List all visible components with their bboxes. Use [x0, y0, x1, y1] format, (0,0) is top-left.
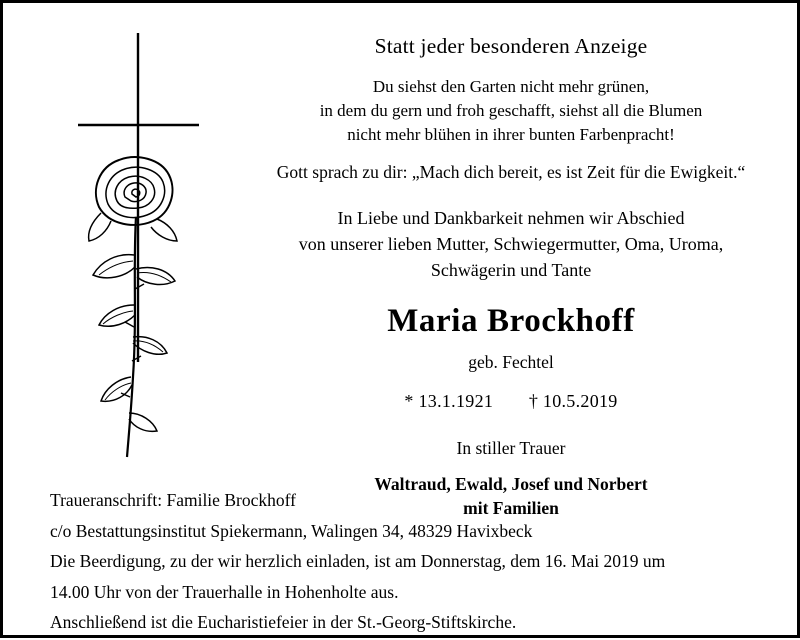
survivors-line: mit Familien	[463, 497, 559, 518]
notice-text-column	[251, 33, 771, 520]
rose-icon	[89, 157, 177, 457]
verse-closing-line: Gott sprach zu dir: „Mach dich bereit, es ist Zeit für die Ewigkeit.“	[276, 162, 746, 183]
verse-line: in dem du gern und froh geschafft, siehst all die Blumen	[319, 101, 703, 120]
verse	[251, 75, 771, 147]
birth-date: * 13.1.1921	[404, 391, 494, 412]
life-dates	[251, 391, 771, 412]
mourning-label: In stiller Trauer	[456, 438, 566, 459]
headline: Statt jeder besonderen Anzeige	[374, 34, 648, 58]
verse-line: nicht mehr blühen in ihrer bunten Farbenpracht!	[347, 125, 675, 145]
survivors-line: Waltraud, Ewald, Josef und Norbert	[374, 474, 648, 495]
dedication-line: Schwägerin und Tante	[430, 259, 592, 280]
mourning-address: Traueranschrift: Familie Brockhoff	[50, 490, 296, 510]
deceased-name: Maria Brockhoff	[387, 303, 635, 340]
mass-info-line: Anschließend ist die Eucharistiefeier in der St.-Georg-Stiftskirche.	[50, 612, 517, 633]
funeral-details	[50, 487, 760, 640]
verse-line: Du siehst den Garten nicht mehr grünen,	[372, 76, 650, 96]
dedication-line: von unserer lieben Mutter, Schwiegermutter, Oma, Uroma,	[298, 233, 724, 254]
burial-info-line: Die Beerdigung, zu der wir herzlich einladen, ist am Donnerstag, dem 16. Mai 2019 um	[50, 551, 666, 572]
maiden-name: geb. Fechtel	[468, 352, 554, 373]
dedication-line: In Liebe und Dankbarkeit nehmen wir Abschied	[337, 207, 685, 228]
dedication	[251, 205, 771, 283]
funeral-home-address: c/o Bestattungsinstitut Spiekermann, Walingen 34, 48329 Havixbeck	[50, 520, 533, 541]
death-date: † 10.5.2019	[528, 391, 618, 412]
cross-with-rose-illustration	[37, 17, 252, 477]
burial-info-line: 14.00 Uhr von der Trauerhalle in Hohenholte aus.	[50, 581, 399, 602]
